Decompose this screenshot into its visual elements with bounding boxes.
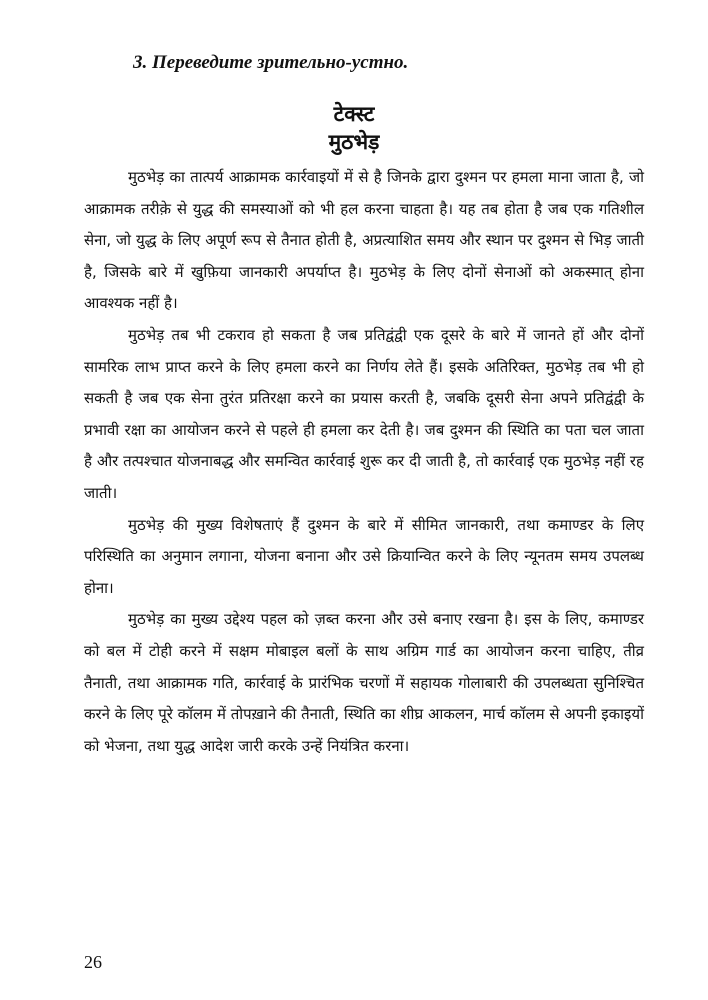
text-heading: टेक्स्ट <box>333 102 375 126</box>
page-number: 26 <box>84 952 102 972</box>
exercise-instruction: 3. Переведите зрительно-устно. <box>133 52 409 73</box>
paragraph-3: मुठभेड़ की मुख्य विशेषताएं हैं दुश्मन के बारे में सीमित जानकारी, तथा कमाण्डर के लिए परिस्थिति का अनुमान लगाना, योजना बनाना और उसे क्रियान्वित करने के लिए न्यूनतम समय उपलब्ध होना। <box>84 515 644 597</box>
text-title: मुठभेड़ <box>328 130 380 154</box>
paragraph-1: मुठभेड़ का तात्पर्य आक्रामक कार्रवाइयों में से है जिनके द्वारा दुश्मन पर हमला माना जाता है, जो आक्रामक तरीक़े से युद्ध की समस्याओं को भी हल करना चाहता है। यह तब होता है जब एक गतिशील सेना, जो युद्ध के लिए अपूर्ण रूप से तैनात होती है, अप्रत्याशित समय और स्थान पर दुश्मन से भिड़ जाती है, जिसके बारे में खुफ़िया जानकारी अपर्याप्त है। मुठभेड़ के लिए दोनों सेनाओं को अकस्मात् होना आवश्यक नहीं है। <box>84 168 644 313</box>
article-body <box>84 162 644 762</box>
paragraph-2: मुठभेड़ तब भी टकराव हो सकता है जब प्रतिद्वंद्वी एक दूसरे के बारे में जानते हों और दोनों सामरिक लाभ प्राप्त करने के लिए हमला करने का निर्णय लेते हैं। इसके अतिरिक्त, मुठभेड़ तब भी हो सकती है जब एक सेना तुरंत प्रतिरक्षा करने का प्रयास करती है, जबकि दूसरी सेना अपने प्रतिद्वंद्वी के प्रभावी रक्षा का आयोजन करने से पहले ही हमला कर देती है। जब दुश्मन की स्थिति का पता चल जाता है और तत्पश्चात योजनाबद्ध और समन्वित कार्रवाई शुरू कर दी जाती है, तो कार्रवाई एक मुठभेड़ नहीं रह जाती। <box>84 325 644 502</box>
paragraph-4: मुठभेड़ का मुख्य उद्देश्य पहल को ज़ब्त करना और उसे बनाए रखना है। इस के लिए, कमाण्डर को बल में टोही करने में सक्षम मोबाइल बलों के साथ अग्रिम गार्ड का आयोजन करना चाहिए, तीव्र तैनाती, तथा आक्रामक गति, कार्रवाई के प्रारंभिक चरणों में सहायक गोलाबारी की उपलब्धता सुनिश्चित करने के लिए पूरे कॉलम में तोपख़ाने की तैनाती, स्थिति का शीघ्र आकलन, मार्च कॉलम से अपनी इकाइयों को भेजना, तथा युद्ध आदेश जारी करके उन्हें नियंत्रित करना। <box>84 610 644 755</box>
